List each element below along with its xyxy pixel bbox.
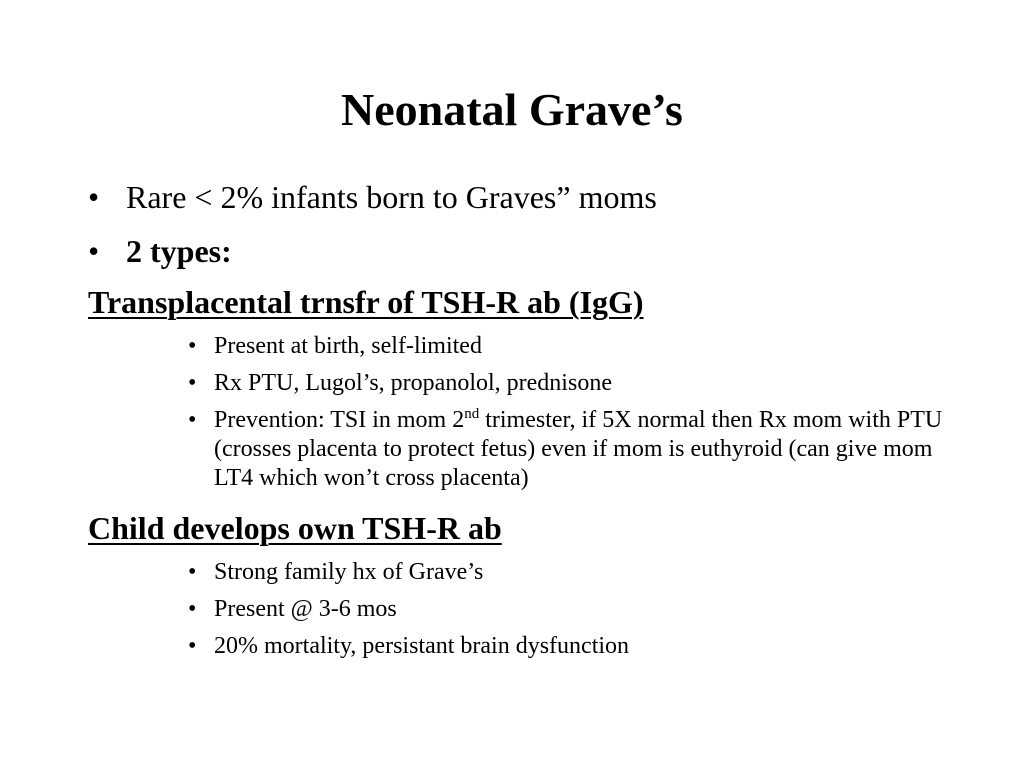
sub-bullet (188, 558, 948, 587)
section-heading-transplacental: Transplacental trnsfr of TSH-R ab (IgG) (88, 284, 644, 320)
section-heading-child: Child develops own TSH-R ab (88, 510, 502, 546)
ordinal-superscript: nd (464, 406, 480, 422)
sub-bullet (188, 595, 948, 624)
sub-bullet-marker: • (188, 596, 197, 622)
bullet-text: 2 types: (126, 233, 232, 269)
sub-bullet-prevention (188, 406, 948, 493)
sub-bullet (188, 632, 948, 661)
sub-bullet-text: Rx PTU, Lugol’s, propanolol, prednisone (214, 370, 612, 396)
sub-bullet-marker: • (188, 333, 197, 359)
sub-bullet-marker: • (188, 407, 197, 433)
prevention-text-end: trimester, if 5X normal then Rx mom with PTU (crosses placenta to protect fetus) even if mom is euthyroid (can give mom LT4 which won’t cross placenta) (214, 407, 943, 491)
sub-bullet-text: Present at birth, self-limited (214, 333, 482, 359)
sub-bullet (188, 369, 948, 398)
sub-bullet-marker: • (188, 370, 197, 396)
bullet-marker: • (88, 179, 100, 215)
sub-bullet-marker: • (188, 559, 197, 585)
bullet-marker: • (88, 233, 100, 269)
slide-title: Neonatal Grave’s (341, 84, 683, 135)
bullet-text: Rare < 2% infants born to Graves” moms (126, 179, 657, 215)
sub-bullet-text (214, 406, 948, 493)
sub-bullet (188, 332, 948, 361)
sub-bullet-text: Present @ 3-6 mos (214, 596, 397, 622)
sub-bullet-text: 20% mortality, persistant brain dysfunction (214, 633, 630, 659)
sub-bullet-marker: • (188, 633, 197, 659)
prevention-text-start: Prevention: TSI in mom 2 (214, 407, 465, 433)
sub-bullet-text: Strong family hx of Grave’s (214, 559, 484, 585)
